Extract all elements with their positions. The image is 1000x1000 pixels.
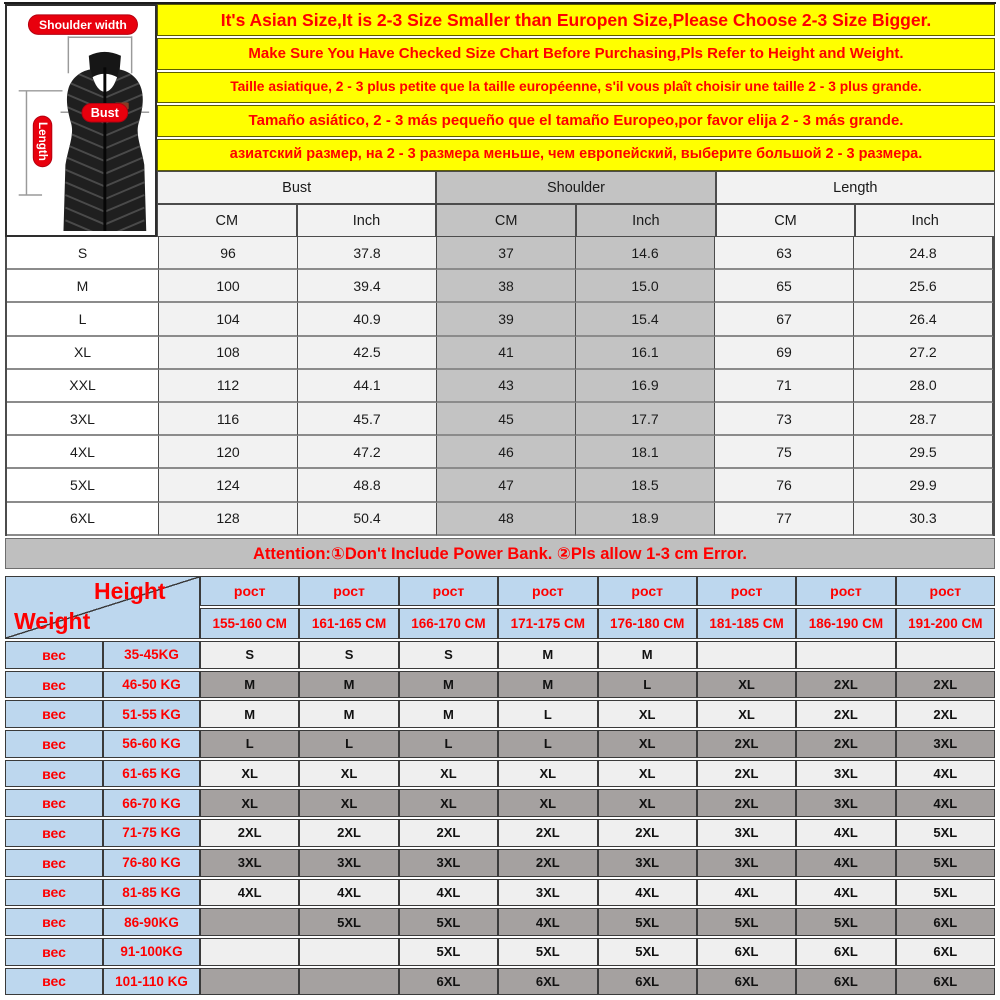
size-row-label: 4XL — [7, 436, 159, 469]
height-range-header: 186-190 CM — [796, 608, 895, 639]
size-cell: 47.2 — [298, 436, 437, 469]
bust-label: Bust — [90, 106, 119, 121]
size-row-label: 6XL — [7, 503, 159, 536]
height-range-header: 161-165 CM — [299, 608, 398, 639]
size-cell: 14.6 — [576, 237, 715, 270]
matrix-size-cell: XL — [697, 671, 796, 699]
matrix-size-cell: L — [200, 730, 299, 758]
matrix-size-cell: 4XL — [896, 789, 995, 817]
size-cell: 38 — [437, 270, 576, 303]
weight-range-label: 101-110 KG — [103, 968, 200, 996]
size-cell: 39 — [437, 303, 576, 336]
matrix-size-cell: XL — [299, 760, 398, 788]
height-axis-label: Height — [94, 578, 166, 604]
matrix-size-cell: 6XL — [598, 968, 697, 996]
matrix-size-cell: 2XL — [399, 819, 498, 847]
size-cell: 116 — [159, 403, 298, 436]
height-col-header: рост — [399, 576, 498, 606]
height-col-header: рост — [697, 576, 796, 606]
matrix-size-cell — [200, 908, 299, 936]
size-cell: 17.7 — [576, 403, 715, 436]
matrix-size-cell: 5XL — [896, 849, 995, 877]
matrix-size-cell: 6XL — [399, 968, 498, 996]
matrix-size-cell: S — [299, 641, 398, 669]
size-cell: 112 — [159, 370, 298, 403]
size-cell: 65 — [715, 270, 854, 303]
matrix-size-cell: M — [299, 700, 398, 728]
size-cell: 18.9 — [576, 503, 715, 536]
size-group-header-shoulder: Shoulder — [436, 171, 715, 204]
size-cell: 29.5 — [854, 436, 993, 469]
matrix-size-cell — [299, 938, 398, 966]
weight-range-label: 35-45KG — [103, 641, 200, 669]
matrix-size-cell: 5XL — [598, 908, 697, 936]
matrix-size-cell: 4XL — [697, 879, 796, 907]
size-cell: 18.5 — [576, 469, 715, 502]
matrix-size-cell: 5XL — [796, 908, 895, 936]
weight-row-header: вес — [5, 700, 103, 728]
matrix-size-cell: L — [299, 730, 398, 758]
matrix-size-cell: 5XL — [896, 819, 995, 847]
matrix-size-cell: 2XL — [697, 760, 796, 788]
height-range-header: 171-175 CM — [498, 608, 597, 639]
matrix-size-cell: XL — [200, 760, 299, 788]
height-range-header: 181-185 CM — [697, 608, 796, 639]
matrix-size-cell: 2XL — [299, 819, 398, 847]
size-cell: 16.9 — [576, 370, 715, 403]
matrix-size-cell: 6XL — [896, 968, 995, 996]
matrix-size-cell: 5XL — [498, 938, 597, 966]
matrix-size-cell: 5XL — [598, 938, 697, 966]
matrix-size-cell: 3XL — [697, 819, 796, 847]
banner-line-4: Tamaño asiático, 2 - 3 más pequeño que el tamaño Europeo,por favor elija 2 - 3 más grande. — [157, 105, 995, 137]
matrix-size-cell: M — [200, 671, 299, 699]
size-group-header-length: Length — [716, 171, 995, 204]
matrix-size-cell: S — [399, 641, 498, 669]
size-cell: 128 — [159, 503, 298, 536]
matrix-size-cell: 6XL — [896, 908, 995, 936]
matrix-size-cell: 3XL — [896, 730, 995, 758]
size-cell: 39.4 — [298, 270, 437, 303]
matrix-size-cell — [299, 968, 398, 996]
size-cell: 46 — [437, 436, 576, 469]
matrix-size-cell: 2XL — [896, 700, 995, 728]
size-row-label: 3XL — [7, 403, 159, 436]
height-col-header: рост — [299, 576, 398, 606]
matrix-size-cell: M — [399, 700, 498, 728]
matrix-size-cell: 2XL — [200, 819, 299, 847]
size-unit-header: Inch — [297, 204, 437, 237]
height-range-header: 176-180 CM — [598, 608, 697, 639]
size-cell: 24.8 — [854, 237, 993, 270]
matrix-size-cell: 2XL — [796, 700, 895, 728]
size-cell: 16.1 — [576, 337, 715, 370]
size-cell: 40.9 — [298, 303, 437, 336]
length-badge — [33, 116, 52, 167]
height-col-header: рост — [498, 576, 597, 606]
size-unit-header: CM — [436, 204, 576, 237]
matrix-size-cell: M — [498, 671, 597, 699]
weight-range-label: 91-100KG — [103, 938, 200, 966]
matrix-size-cell: 4XL — [896, 760, 995, 788]
weight-row-header: вес — [5, 938, 103, 966]
size-cell: 27.2 — [854, 337, 993, 370]
size-cell: 15.4 — [576, 303, 715, 336]
size-table-body — [5, 237, 995, 536]
weight-range-label: 56-60 KG — [103, 730, 200, 758]
size-cell: 28.7 — [854, 403, 993, 436]
height-range-header: 166-170 CM — [399, 608, 498, 639]
weight-row-header: вес — [5, 849, 103, 877]
matrix-size-cell: 3XL — [299, 849, 398, 877]
size-cell: 42.5 — [298, 337, 437, 370]
size-cell: 77 — [715, 503, 854, 536]
matrix-size-cell: 3XL — [200, 849, 299, 877]
matrix-size-cell: 6XL — [896, 938, 995, 966]
matrix-size-cell — [200, 968, 299, 996]
size-cell: 120 — [159, 436, 298, 469]
size-cell: 48 — [437, 503, 576, 536]
matrix-size-cell: 2XL — [697, 730, 796, 758]
size-row-label: M — [7, 270, 159, 303]
matrix-size-cell: XL — [598, 760, 697, 788]
matrix-size-cell: XL — [399, 789, 498, 817]
matrix-size-cell: 5XL — [697, 908, 796, 936]
height-col-header: рост — [598, 576, 697, 606]
height-range-header: 191-200 CM — [896, 608, 995, 639]
size-cell: 15.0 — [576, 270, 715, 303]
attention-bar: Attention:①Don't Include Power Bank. ②Pls allow 1-3 cm Error. — [5, 538, 995, 569]
size-cell: 45 — [437, 403, 576, 436]
size-cell: 47 — [437, 469, 576, 502]
size-unit-header: CM — [716, 204, 856, 237]
matrix-size-cell: 6XL — [796, 968, 895, 996]
matrix-size-cell: 2XL — [697, 789, 796, 817]
bust-badge — [82, 103, 128, 122]
matrix-size-cell: 4XL — [200, 879, 299, 907]
weight-row-header: вес — [5, 879, 103, 907]
banner-line-3: Taille asiatique, 2 - 3 plus petite que la taille européenne, s'il vous plaît choisir une taille 2 - 3 plus grande. — [157, 72, 995, 104]
matrix-corner-cell — [5, 576, 200, 639]
shoulder-width-badge — [28, 15, 137, 34]
matrix-size-cell: XL — [200, 789, 299, 817]
weight-row-header: вес — [5, 671, 103, 699]
matrix-size-cell: XL — [498, 789, 597, 817]
matrix-size-cell: 5XL — [299, 908, 398, 936]
matrix-size-cell: 4XL — [399, 879, 498, 907]
banner-line-5: азиатский размер, на 2 - 3 размера меньше, чем европейский, выберите большой 2 - 3 размера. — [157, 139, 995, 171]
matrix-size-cell: 2XL — [796, 671, 895, 699]
weight-range-label: 51-55 KG — [103, 700, 200, 728]
matrix-size-cell: 3XL — [796, 789, 895, 817]
matrix-size-cell: XL — [299, 789, 398, 817]
size-cell: 104 — [159, 303, 298, 336]
matrix-size-cell: XL — [598, 789, 697, 817]
size-group-header-bust: Bust — [157, 171, 436, 204]
weight-row-header: вес — [5, 789, 103, 817]
weight-row-header: вес — [5, 819, 103, 847]
matrix-size-cell: 5XL — [399, 938, 498, 966]
matrix-size-cell: XL — [598, 700, 697, 728]
matrix-size-cell — [697, 641, 796, 669]
matrix-size-cell: M — [299, 671, 398, 699]
matrix-size-cell — [896, 641, 995, 669]
matrix-size-cell: L — [399, 730, 498, 758]
matrix-size-cell: 4XL — [796, 819, 895, 847]
size-row-label: XXL — [7, 370, 159, 403]
matrix-size-cell: M — [498, 641, 597, 669]
matrix-size-cell: L — [598, 671, 697, 699]
matrix-size-cell: 6XL — [697, 968, 796, 996]
weight-range-label: 86-90KG — [103, 908, 200, 936]
weight-range-label: 66-70 KG — [103, 789, 200, 817]
matrix-size-cell: 2XL — [498, 849, 597, 877]
size-cell: 29.9 — [854, 469, 993, 502]
height-range-header: 155-160 CM — [200, 608, 299, 639]
matrix-size-cell: 2XL — [498, 819, 597, 847]
matrix-size-cell: 2XL — [598, 819, 697, 847]
size-cell: 45.7 — [298, 403, 437, 436]
matrix-size-cell — [200, 938, 299, 966]
matrix-size-cell: M — [200, 700, 299, 728]
size-cell: 73 — [715, 403, 854, 436]
size-cell: 41 — [437, 337, 576, 370]
size-cell: 96 — [159, 237, 298, 270]
banner-line-1: It's Asian Size,It is 2-3 Size Smaller than Europen Size,Please Choose 2-3 Size Bigger. — [157, 4, 995, 36]
weight-row-header: вес — [5, 730, 103, 758]
matrix-size-cell: XL — [399, 760, 498, 788]
size-cell: 28.0 — [854, 370, 993, 403]
matrix-size-cell: 4XL — [598, 879, 697, 907]
size-cell: 18.1 — [576, 436, 715, 469]
weight-row-header: вес — [5, 968, 103, 996]
weight-range-label: 46-50 KG — [103, 671, 200, 699]
weight-row-header: вес — [5, 908, 103, 936]
size-cell: 69 — [715, 337, 854, 370]
weight-range-label: 81-85 KG — [103, 879, 200, 907]
matrix-size-cell: 5XL — [896, 879, 995, 907]
size-row-label: L — [7, 303, 159, 336]
size-cell: 48.8 — [298, 469, 437, 502]
matrix-size-cell: 6XL — [697, 938, 796, 966]
size-cell: 30.3 — [854, 503, 993, 536]
size-unit-header: CM — [157, 204, 297, 237]
weight-range-label: 71-75 KG — [103, 819, 200, 847]
matrix-size-cell: 3XL — [598, 849, 697, 877]
banner-line-2: Make Sure You Have Checked Size Chart Before Purchasing,Pls Refer to Height and Weight. — [157, 38, 995, 70]
size-table-header — [157, 171, 995, 237]
weight-row-header: вес — [5, 641, 103, 669]
height-col-header: рост — [796, 576, 895, 606]
size-cell: 75 — [715, 436, 854, 469]
size-cell: 43 — [437, 370, 576, 403]
height-col-header: рост — [896, 576, 995, 606]
matrix-size-cell: 3XL — [796, 760, 895, 788]
matrix-size-cell: XL — [498, 760, 597, 788]
height-weight-matrix — [5, 576, 995, 996]
matrix-size-cell: M — [598, 641, 697, 669]
matrix-size-cell — [796, 641, 895, 669]
size-cell: 37.8 — [298, 237, 437, 270]
matrix-size-cell: L — [498, 700, 597, 728]
weight-row-header: вес — [5, 760, 103, 788]
size-cell: 76 — [715, 469, 854, 502]
size-cell: 25.6 — [854, 270, 993, 303]
size-cell: 108 — [159, 337, 298, 370]
matrix-size-cell: 4XL — [299, 879, 398, 907]
size-cell: 26.4 — [854, 303, 993, 336]
shoulder-width-label: Shoulder width — [39, 17, 127, 32]
size-cell: 37 — [437, 237, 576, 270]
matrix-size-cell: 4XL — [796, 879, 895, 907]
size-row-label: S — [7, 237, 159, 270]
vest-measurement-diagram — [5, 4, 157, 237]
matrix-size-cell: 2XL — [896, 671, 995, 699]
matrix-size-cell: 3XL — [399, 849, 498, 877]
height-col-header: рост — [200, 576, 299, 606]
size-cell: 44.1 — [298, 370, 437, 403]
warning-banner — [157, 4, 995, 171]
matrix-size-cell: 6XL — [796, 938, 895, 966]
matrix-size-cell: 3XL — [697, 849, 796, 877]
size-cell: 71 — [715, 370, 854, 403]
size-unit-header: Inch — [855, 204, 995, 237]
matrix-size-cell: 4XL — [498, 908, 597, 936]
matrix-size-cell: 6XL — [498, 968, 597, 996]
vest-image — [7, 6, 155, 235]
matrix-size-cell: XL — [697, 700, 796, 728]
weight-axis-label: Weight — [14, 608, 91, 634]
size-row-label: XL — [7, 337, 159, 370]
matrix-size-cell: XL — [598, 730, 697, 758]
size-row-label: 5XL — [7, 469, 159, 502]
matrix-size-cell: 2XL — [796, 730, 895, 758]
matrix-size-cell: S — [200, 641, 299, 669]
matrix-size-cell: 3XL — [498, 879, 597, 907]
matrix-size-cell: M — [399, 671, 498, 699]
size-cell: 124 — [159, 469, 298, 502]
matrix-size-cell: 4XL — [796, 849, 895, 877]
length-label: Length — [36, 121, 50, 161]
weight-range-label: 76-80 KG — [103, 849, 200, 877]
matrix-size-cell: 5XL — [399, 908, 498, 936]
size-cell: 63 — [715, 237, 854, 270]
size-cell: 67 — [715, 303, 854, 336]
weight-range-label: 61-65 KG — [103, 760, 200, 788]
matrix-size-cell: L — [498, 730, 597, 758]
size-cell: 50.4 — [298, 503, 437, 536]
size-cell: 100 — [159, 270, 298, 303]
size-unit-header: Inch — [576, 204, 716, 237]
